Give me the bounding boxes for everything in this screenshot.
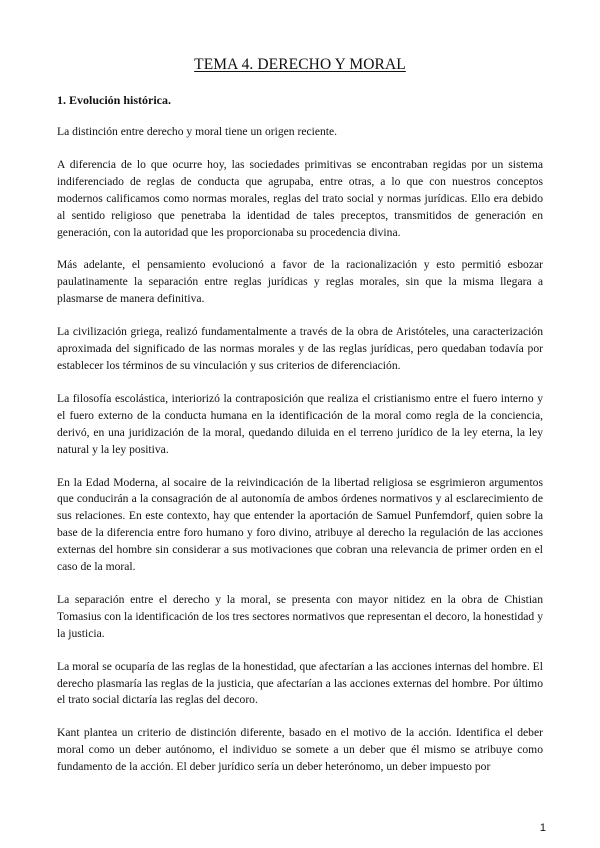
paragraph: En la Edad Moderna, al socaire de la reivindicación de la libertad religiosa se esgrimieron argumentos que conducirán a la consagración de al autonomía de ambos órdenes normativos y al esclarecimiento de sus relaciones. En este contexto, hay que entender la aportación de Samuel Punfemdorf, quien sobre la base de la diferencia entre foro humano y foro divino, atribuye al derecho la regulación de las acciones externas del hombre sin considerar a sus motivaciones que cobran una relevancia de primer orden en el caso de la moral.: [57, 475, 543, 574]
paragraph: Más adelante, el pensamiento evolucionó a favor de la racionalización y esto permitió esbozar paulatinamente la separación entre reglas jurídicas y reglas morales, sin que la misma llegara a plasmarse de manera definitiva.: [57, 258, 543, 306]
paragraph: A diferencia de lo que ocurre hoy, las sociedades primitivas se encontraban regidas por un sistema indiferenciado de reglas de conducta que agrupaba, entre otras, a lo que con nuestros conceptos modernos calificamos como normas morales, reglas del trato social y normas jurídicas. Ello era debido al sentido religioso que penetraba la identidad de tales preceptos, transmitidos de generación en generación, con la autoridad que les proporcionaba su procedencia divina.: [57, 157, 543, 239]
page-number: 1: [539, 822, 546, 834]
paragraph: La filosofía escolástica, interiorizó la contraposición que realiza el cristianismo entre el fuero interno y el fuero externo de la conducta humana en la identificación de la moral como regla de la conciencia, derivó, en una juridización de la moral, quedando diluida en el terreno jurídico de la ley eterna, la ley natural y la ley positiva.: [57, 391, 543, 456]
section-heading: 1. Evolución histórica.: [57, 93, 172, 107]
document-title: TEMA 4. DERECHO Y MORAL: [194, 56, 406, 73]
paragraph: La civilización griega, realizó fundamentalmente a través de la obra de Aristóteles, una caracterización aproximada del significado de las normas morales y de las reglas jurídicas, pero quedaban todavía por establecer los términos de su vinculación y sus criterios de diferenciación.: [57, 325, 543, 372]
paragraph: La separación entre el derecho y la moral, se presenta con mayor nitidez en la obra de Chistian Tomasius con la identificación de los tres sectores normativos que representan el decoro, la honestidad y la justicia.: [57, 592, 543, 640]
paragraph: Kant plantea un criterio de distinción diferente, basado en el motivo de la acción. Identifica el deber moral como un deber autónomo, el individuo se somete a un deber que él mismo se atribuye como fundamento de la acción. El deber jurídico sería un deber heterónomo, un deber impuesto por: [57, 726, 543, 774]
paragraph: La moral se ocuparía de las reglas de la honestidad, que afectarían a las acciones internas del hombre. El derecho plasmaría las reglas de la justicia, que afectarían a las acciones externas del hombre. Por último el trato social dictaría las reglas del decoro.: [57, 659, 543, 707]
paragraph: La distinción entre derecho y moral tiene un origen reciente.: [57, 125, 338, 138]
